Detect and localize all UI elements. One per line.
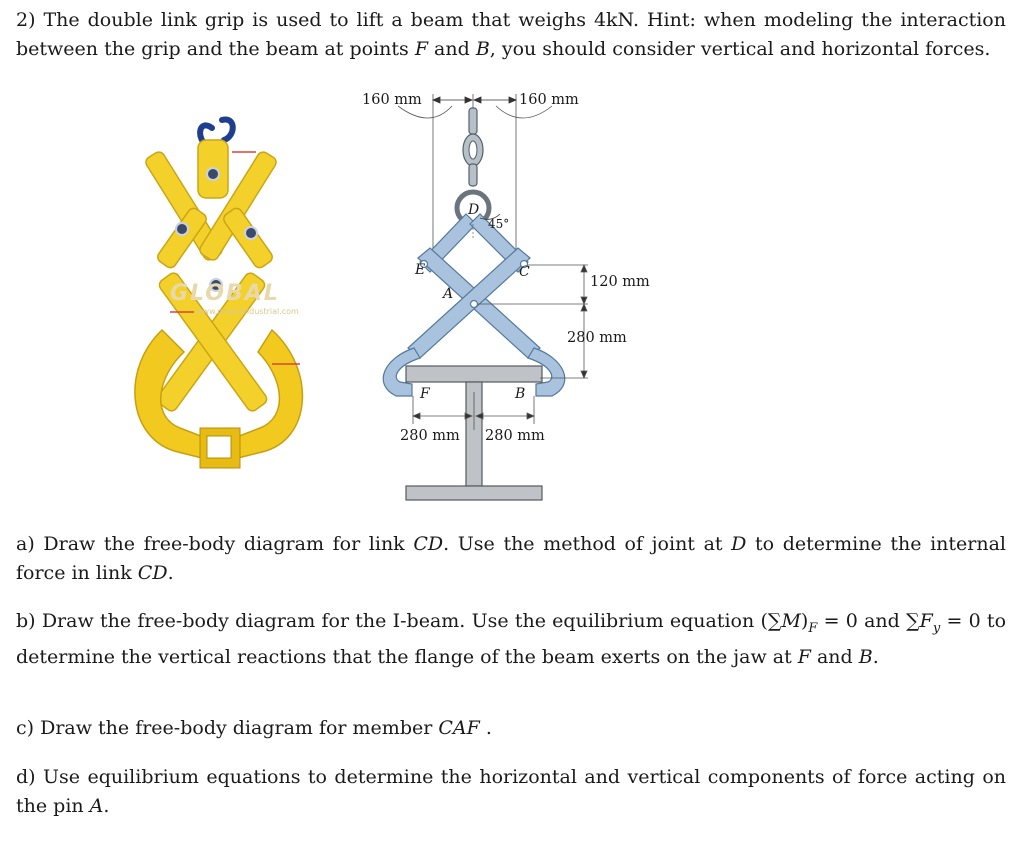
qc-text-1: c) Draw the free-body diagram for member: [16, 717, 439, 739]
dim-bottom-right: 280 mm: [485, 428, 545, 444]
qb-text-5: and: [810, 645, 859, 668]
qb-sub-f: F: [808, 620, 818, 636]
qb-text-6: .: [872, 645, 879, 668]
label-e: E: [415, 262, 426, 278]
problem-text-3: , you should consider vertical and horizontal forces.: [489, 38, 991, 60]
qd-a: A: [89, 795, 104, 817]
dim-120: 120 mm: [590, 274, 650, 290]
qb-sigma-1: ∑: [767, 610, 782, 632]
question-d: [16, 763, 1006, 821]
label-b: B: [515, 386, 526, 402]
qb-f: F: [797, 645, 811, 668]
qd-text-1: d) Use equilibrium equations to determine the horizontal and vertical components of force acting on the pin: [16, 766, 1006, 817]
qc-caf: CAF: [438, 717, 480, 739]
problem-text-2: and: [428, 38, 476, 60]
label-d: D: [468, 202, 480, 218]
figure: [0, 78, 1024, 518]
dim-bottom-left: 280 mm: [400, 428, 460, 444]
qb-b: B: [858, 645, 873, 668]
dim-top-left: 160 mm: [362, 92, 422, 108]
angle-45: 45°: [488, 217, 510, 231]
qa-d: D: [731, 533, 747, 555]
question-b: [16, 607, 1006, 672]
problem-text-1: 2) The double link grip is used to lift a beam that weighs 4kN. Hint: when modeling the interaction between the grip and the beam at points: [16, 9, 1006, 60]
qa-text-1: a) Draw the free-body diagram for link: [16, 533, 414, 555]
grip-diagram: [362, 92, 650, 500]
qa-text-3: to determine the internal force in link: [16, 533, 1006, 584]
dim-280-right: 280 mm: [567, 330, 627, 346]
qc-text-2: .: [479, 717, 492, 739]
label-f: F: [420, 386, 430, 402]
question-a: [16, 530, 1006, 588]
grip-photo: [135, 119, 303, 468]
qa-text-2: . Use the method of joint at: [443, 533, 732, 555]
point-b-ref: B: [475, 38, 490, 60]
watermark: GLOBAL: [170, 281, 280, 306]
label-a: A: [443, 286, 454, 302]
qb-fy: F: [919, 610, 933, 632]
qa-cd-2: CD: [137, 562, 168, 584]
watermark-sub: www.globalindustrial.com: [196, 307, 299, 316]
qb-text-1: b) Draw the free-body diagram for the I-beam. Use the equilibrium equation (: [16, 610, 768, 632]
qb-text-4: = 0 to determine the vertical reactions that the flange of the beam exerts on the jaw at: [16, 610, 1007, 668]
qa-cd-1: CD: [413, 533, 444, 555]
point-f-ref: F: [414, 38, 428, 60]
question-c: [16, 714, 1006, 743]
label-c: C: [519, 264, 530, 280]
qb-sigma-2: ∑: [906, 610, 920, 632]
qa-text-4: .: [167, 562, 174, 584]
qd-text-2: .: [103, 795, 110, 817]
qb-fy-sub: y: [932, 620, 941, 636]
dim-top-right: 160 mm: [519, 92, 579, 108]
qb-text-3: = 0 and: [817, 610, 907, 632]
qb-m: M: [781, 610, 801, 632]
problem-statement: [16, 6, 1006, 64]
qb-text-2: ): [800, 610, 809, 632]
